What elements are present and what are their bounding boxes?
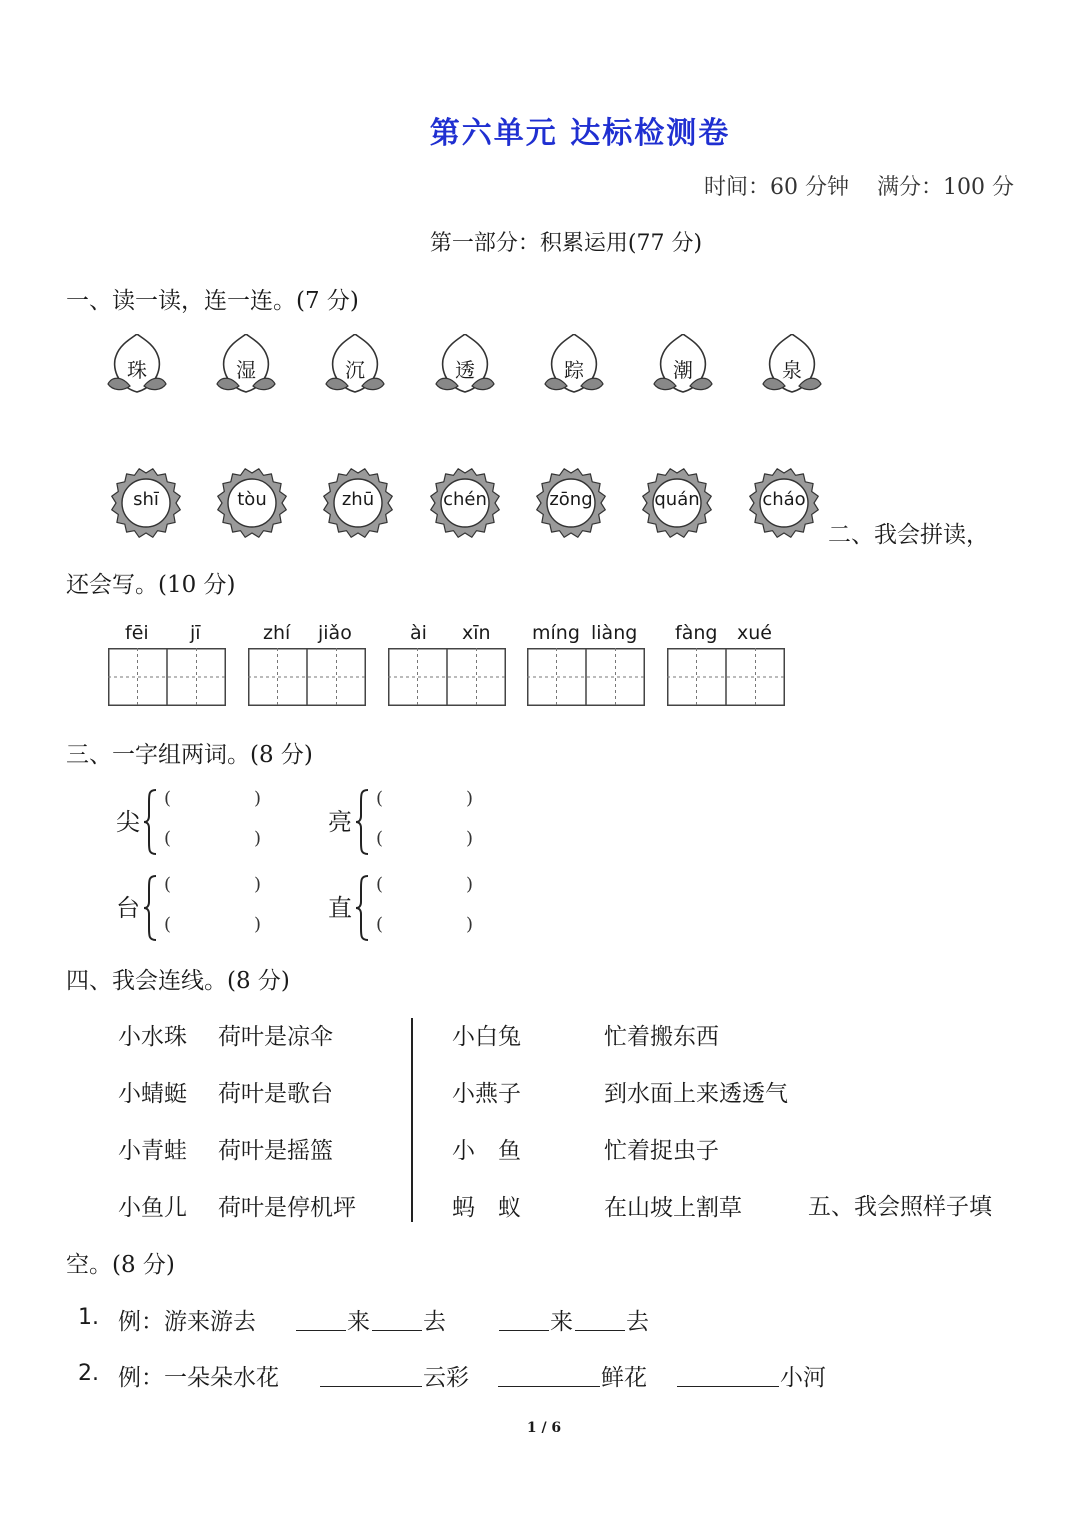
pinyin-syllable: fàng (675, 622, 718, 644)
fill-blank[interactable] (499, 1330, 549, 1331)
flower-card[interactable] (429, 467, 501, 539)
flower-card[interactable] (322, 467, 394, 539)
flower-card[interactable] (216, 467, 288, 539)
q5-item2-text: 云彩 (423, 1365, 469, 1391)
brace (142, 788, 158, 856)
paren-close: ) (254, 874, 262, 895)
pinyin-syllable: zhí (263, 622, 291, 644)
match-subject[interactable]: 蚂 蚁 (452, 1195, 521, 1221)
tianzige-grid-icon (248, 648, 366, 706)
match-subject[interactable]: 小水珠 (118, 1024, 187, 1050)
pinyin-syllable: fēi (125, 622, 149, 644)
match-subject[interactable]: 小白兔 (452, 1024, 521, 1050)
q5-item1-text: 来 (550, 1309, 573, 1335)
q5-item1-text: 去 (626, 1309, 649, 1335)
peach-character: 踪 (564, 358, 584, 382)
tianzige-grid-icon (108, 648, 226, 706)
fill-blank[interactable] (575, 1330, 625, 1331)
match-subject[interactable]: 小 鱼 (452, 1138, 521, 1164)
q5-item1-example: 例：游来游去 (118, 1309, 256, 1335)
tianzige-grid-icon (388, 648, 506, 706)
match-phrase[interactable]: 忙着捉虫子 (604, 1138, 719, 1164)
pinyin-syllable: jī (190, 622, 201, 644)
peach-character: 潮 (673, 358, 693, 382)
peach-character: 透 (455, 358, 475, 382)
match-subject[interactable]: 小青蛙 (118, 1138, 187, 1164)
writing-grid[interactable] (108, 648, 226, 706)
match-phrase[interactable]: 在山坡上割草 (604, 1195, 742, 1221)
pinyin-syllable: xué (737, 622, 772, 644)
q5-item1-number: 1. (78, 1305, 99, 1330)
answer-blank[interactable] (386, 788, 466, 810)
pinyin-syllable: míng (532, 622, 580, 644)
flower-pinyin: shī (133, 489, 159, 510)
paren-open: ( (376, 914, 384, 935)
match-phrase[interactable]: 荷叶是摇篮 (218, 1138, 333, 1164)
flower-pinyin: zhū (341, 489, 375, 510)
fill-blank[interactable] (296, 1330, 346, 1331)
q3-heading: 三、一字组两词。(8 分) (66, 742, 313, 768)
brace (354, 788, 370, 856)
page-title: 第六单元 达标检测卷 (429, 116, 731, 151)
part-heading: 第一部分：积累运用(77 分) (429, 231, 703, 256)
paren-close: ) (466, 874, 474, 895)
answer-blank[interactable] (386, 828, 466, 850)
match-phrase[interactable]: 荷叶是凉伞 (218, 1024, 333, 1050)
paren-open: ( (376, 874, 384, 895)
paren-open: ( (164, 874, 172, 895)
match-subject[interactable]: 小鱼儿 (118, 1195, 187, 1221)
answer-blank[interactable] (174, 874, 254, 896)
pinyin-syllable: xīn (462, 622, 491, 644)
answer-blank[interactable] (174, 788, 254, 810)
peach-card[interactable] (541, 334, 611, 400)
brace (142, 874, 158, 942)
brace-icon (142, 874, 158, 942)
q5-item2-text: 鲜花 (601, 1365, 647, 1391)
flower-card[interactable] (748, 467, 820, 539)
q5-item1-text: 来 (347, 1309, 370, 1335)
peach-character: 珠 (127, 358, 147, 382)
paren-open: ( (164, 914, 172, 935)
paren-close: ) (254, 828, 262, 849)
match-subject[interactable]: 小蜻蜓 (118, 1081, 187, 1107)
page-number: 1 / 6 (526, 1420, 562, 1436)
fill-blank[interactable] (677, 1386, 779, 1387)
paren-open: ( (376, 828, 384, 849)
pinyin-syllable: liàng (591, 622, 638, 644)
brace (354, 874, 370, 942)
writing-grid[interactable] (527, 648, 645, 706)
flower-pinyin: chén (443, 489, 487, 510)
q5-item2-text: 小河 (780, 1365, 826, 1391)
word-group-character: 台 (116, 894, 140, 922)
writing-grid[interactable] (248, 648, 366, 706)
brace-icon (142, 788, 158, 856)
peach-card[interactable] (322, 334, 392, 400)
flower-card[interactable] (535, 467, 607, 539)
q5-item2-number: 2. (78, 1361, 99, 1386)
paren-close: ) (254, 914, 262, 935)
match-subject[interactable]: 小燕子 (452, 1081, 521, 1107)
q2-heading-part1: 二、我会拼读， (828, 522, 989, 548)
word-group-character: 直 (328, 894, 352, 922)
peach-card[interactable] (104, 334, 174, 400)
paren-open: ( (376, 788, 384, 809)
peach-card[interactable] (213, 334, 283, 400)
peach-character: 泉 (782, 358, 802, 382)
match-phrase[interactable]: 荷叶是歌台 (218, 1081, 333, 1107)
q5-heading-part2: 空。(8 分) (66, 1252, 175, 1278)
answer-blank[interactable] (174, 828, 254, 850)
paren-open: ( (164, 828, 172, 849)
answer-blank[interactable] (386, 914, 466, 936)
peach-card[interactable] (432, 334, 502, 400)
peach-character: 湿 (236, 358, 256, 382)
q5-heading-part1: 五、我会照样子填 (808, 1194, 992, 1220)
fill-blank[interactable] (372, 1330, 422, 1331)
fill-blank[interactable] (320, 1386, 422, 1387)
q5-item1-text: 去 (423, 1309, 446, 1335)
brace-icon (354, 788, 370, 856)
pinyin-syllable: jiǎo (318, 622, 352, 644)
tianzige-grid-icon (667, 648, 785, 706)
peach-character: 沉 (345, 358, 365, 382)
paren-close: ) (466, 914, 474, 935)
fill-blank[interactable] (498, 1386, 600, 1387)
paren-close: ) (466, 828, 474, 849)
q1-heading: 一、读一读，连一连。(7 分) (66, 288, 359, 314)
q4-heading: 四、我会连线。(8 分) (66, 968, 290, 994)
q5-item2-example: 例：一朵朵水花 (118, 1365, 279, 1391)
answer-blank[interactable] (174, 914, 254, 936)
peach-card[interactable] (650, 334, 720, 400)
match-phrase[interactable]: 忙着搬东西 (604, 1024, 719, 1050)
brace-icon (354, 874, 370, 942)
writing-grid[interactable] (388, 648, 506, 706)
flower-pinyin: zōng (549, 489, 593, 510)
answer-blank[interactable] (386, 874, 466, 896)
paren-close: ) (254, 788, 262, 809)
q2-heading-part2: 还会写。(10 分) (66, 572, 236, 598)
flower-card[interactable] (110, 467, 182, 539)
word-group-character: 尖 (116, 808, 140, 836)
divider-line (411, 1018, 413, 1222)
paren-open: ( (164, 788, 172, 809)
match-phrase[interactable]: 荷叶是停机坪 (218, 1195, 356, 1221)
flower-card[interactable] (641, 467, 713, 539)
flower-pinyin: quán (654, 489, 700, 510)
tianzige-grid-icon (527, 648, 645, 706)
pinyin-syllable: ài (410, 622, 427, 644)
word-group-character: 亮 (328, 808, 352, 836)
flower-pinyin: tòu (237, 489, 267, 510)
peach-card[interactable] (759, 334, 829, 400)
writing-grid[interactable] (667, 648, 785, 706)
paren-close: ) (466, 788, 474, 809)
time-score-info: 时间：60 分钟 满分：100 分 (704, 175, 1014, 200)
match-phrase[interactable]: 到水面上来透透气 (604, 1081, 788, 1107)
flower-pinyin: cháo (762, 489, 806, 510)
